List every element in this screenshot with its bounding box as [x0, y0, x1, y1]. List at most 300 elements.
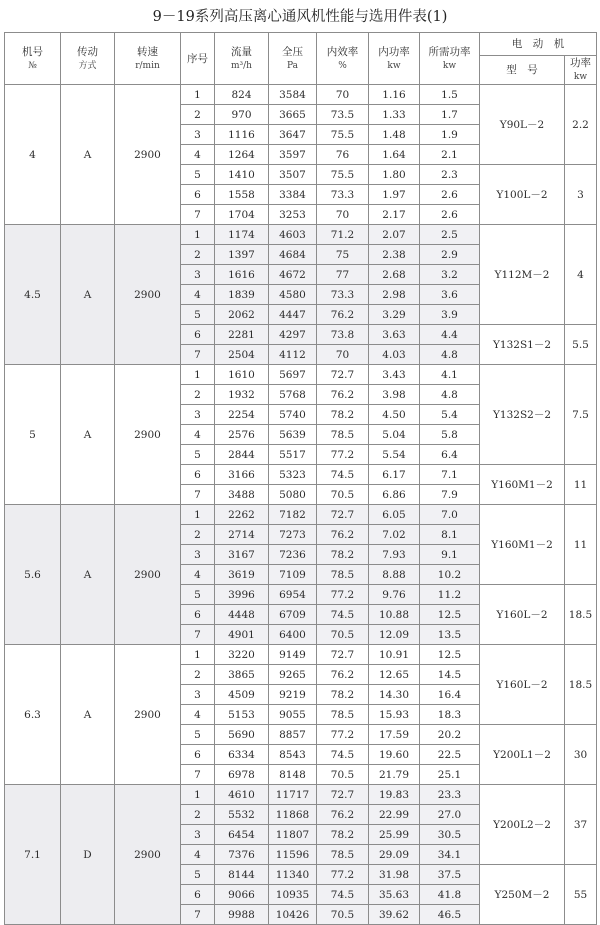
cell-efficiency: 78.2 — [317, 825, 369, 845]
cell-speed: 2900 — [115, 225, 181, 365]
cell-inner-power: 1.80 — [369, 165, 420, 185]
cell-required-power: 25.1 — [420, 765, 480, 785]
cell-efficiency: 72.7 — [317, 365, 369, 385]
cell-pressure: 5639 — [269, 425, 317, 445]
cell-seq: 6 — [181, 745, 215, 765]
cell-flow: 6334 — [215, 745, 269, 765]
cell-pressure: 11717 — [269, 785, 317, 805]
cell-efficiency: 70.5 — [317, 765, 369, 785]
cell-required-power: 4.1 — [420, 365, 480, 385]
cell-seq: 6 — [181, 605, 215, 625]
cell-machine: 4 — [5, 85, 61, 225]
cell-motor-model: Y90L－2 — [480, 85, 565, 165]
cell-flow: 6454 — [215, 825, 269, 845]
cell-seq: 7 — [181, 485, 215, 505]
header-required-power: 所需功率 kw — [420, 33, 480, 85]
cell-required-power: 11.2 — [420, 585, 480, 605]
cell-seq: 1 — [181, 645, 215, 665]
cell-inner-power: 4.03 — [369, 345, 420, 365]
cell-seq: 3 — [181, 405, 215, 425]
cell-seq: 2 — [181, 385, 215, 405]
cell-efficiency: 73.8 — [317, 325, 369, 345]
cell-machine: 7.1 — [5, 785, 61, 925]
table-row — [5, 645, 597, 665]
cell-seq: 7 — [181, 625, 215, 645]
cell-pressure: 5740 — [269, 405, 317, 425]
cell-speed: 2900 — [115, 505, 181, 645]
cell-inner-power: 10.91 — [369, 645, 420, 665]
cell-inner-power: 2.38 — [369, 245, 420, 265]
header-speed: 转速 r/min — [115, 33, 181, 85]
cell-flow: 1264 — [215, 145, 269, 165]
cell-motor-power: 2.2 — [565, 85, 597, 165]
cell-seq: 1 — [181, 785, 215, 805]
cell-motor-model: Y112M－2 — [480, 225, 565, 325]
cell-seq: 1 — [181, 85, 215, 105]
cell-inner-power: 1.97 — [369, 185, 420, 205]
cell-motor-power: 5.5 — [565, 325, 597, 365]
cell-flow: 1932 — [215, 385, 269, 405]
cell-inner-power: 6.17 — [369, 465, 420, 485]
cell-pressure: 10426 — [269, 905, 317, 925]
cell-efficiency: 76.2 — [317, 805, 369, 825]
cell-motor-model: Y200L2－2 — [480, 785, 565, 865]
cell-seq: 4 — [181, 565, 215, 585]
cell-motor-power: 11 — [565, 505, 597, 585]
cell-seq: 2 — [181, 805, 215, 825]
cell-required-power: 12.5 — [420, 645, 480, 665]
cell-flow: 1558 — [215, 185, 269, 205]
cell-required-power: 7.1 — [420, 465, 480, 485]
cell-required-power: 41.8 — [420, 885, 480, 905]
cell-pressure: 11596 — [269, 845, 317, 865]
cell-efficiency: 76.2 — [317, 385, 369, 405]
cell-seq: 4 — [181, 705, 215, 725]
table-body — [5, 85, 597, 925]
cell-drive: A — [61, 225, 115, 365]
cell-motor-power: 18.5 — [565, 585, 597, 645]
cell-required-power: 2.3 — [420, 165, 480, 185]
cell-pressure: 11340 — [269, 865, 317, 885]
cell-machine: 6.3 — [5, 645, 61, 785]
cell-required-power: 4.8 — [420, 385, 480, 405]
cell-efficiency: 70 — [317, 345, 369, 365]
cell-inner-power: 19.60 — [369, 745, 420, 765]
cell-seq: 2 — [181, 245, 215, 265]
cell-flow: 3619 — [215, 565, 269, 585]
cell-required-power: 7.0 — [420, 505, 480, 525]
cell-drive: A — [61, 505, 115, 645]
cell-required-power: 9.1 — [420, 545, 480, 565]
cell-inner-power: 39.62 — [369, 905, 420, 925]
cell-drive: A — [61, 85, 115, 225]
cell-efficiency: 78.2 — [317, 685, 369, 705]
cell-flow: 1610 — [215, 365, 269, 385]
cell-inner-power: 12.65 — [369, 665, 420, 685]
cell-required-power: 4.4 — [420, 325, 480, 345]
cell-pressure: 5080 — [269, 485, 317, 505]
cell-motor-power: 55 — [565, 865, 597, 925]
cell-flow: 9988 — [215, 905, 269, 925]
cell-motor-power: 11 — [565, 465, 597, 505]
cell-seq: 1 — [181, 365, 215, 385]
cell-efficiency: 72.7 — [317, 505, 369, 525]
cell-pressure: 8148 — [269, 765, 317, 785]
cell-inner-power: 7.93 — [369, 545, 420, 565]
table-row — [5, 785, 597, 805]
cell-seq: 5 — [181, 445, 215, 465]
cell-flow: 2844 — [215, 445, 269, 465]
cell-flow: 4448 — [215, 605, 269, 625]
cell-inner-power: 8.88 — [369, 565, 420, 585]
cell-machine: 5 — [5, 365, 61, 505]
cell-required-power: 37.5 — [420, 865, 480, 885]
header-efficiency: 内效率 % — [317, 33, 369, 85]
cell-seq: 5 — [181, 305, 215, 325]
cell-inner-power: 3.43 — [369, 365, 420, 385]
cell-flow: 5690 — [215, 725, 269, 745]
cell-efficiency: 70 — [317, 85, 369, 105]
cell-motor-model: Y160L－2 — [480, 645, 565, 725]
cell-flow: 2062 — [215, 305, 269, 325]
cell-flow: 1397 — [215, 245, 269, 265]
cell-machine: 5.6 — [5, 505, 61, 645]
cell-inner-power: 31.98 — [369, 865, 420, 885]
cell-pressure: 9219 — [269, 685, 317, 705]
cell-seq: 3 — [181, 825, 215, 845]
cell-required-power: 2.1 — [420, 145, 480, 165]
cell-inner-power: 2.07 — [369, 225, 420, 245]
cell-seq: 1 — [181, 225, 215, 245]
cell-efficiency: 73.3 — [317, 285, 369, 305]
cell-efficiency: 77.2 — [317, 725, 369, 745]
cell-efficiency: 77.2 — [317, 585, 369, 605]
cell-required-power: 7.9 — [420, 485, 480, 505]
cell-inner-power: 9.76 — [369, 585, 420, 605]
cell-seq: 7 — [181, 205, 215, 225]
cell-seq: 3 — [181, 545, 215, 565]
cell-flow: 7376 — [215, 845, 269, 865]
cell-pressure: 4580 — [269, 285, 317, 305]
header-motor-model: 型 号 — [480, 56, 565, 85]
cell-required-power: 5.4 — [420, 405, 480, 425]
cell-pressure: 4447 — [269, 305, 317, 325]
cell-pressure: 4672 — [269, 265, 317, 285]
cell-seq: 6 — [181, 885, 215, 905]
cell-pressure: 5323 — [269, 465, 317, 485]
cell-pressure: 4684 — [269, 245, 317, 265]
cell-speed: 2900 — [115, 85, 181, 225]
cell-motor-power: 3 — [565, 165, 597, 225]
cell-pressure: 9055 — [269, 705, 317, 725]
cell-efficiency: 78.5 — [317, 425, 369, 445]
cell-flow: 1174 — [215, 225, 269, 245]
cell-motor-power: 18.5 — [565, 645, 597, 725]
cell-inner-power: 2.17 — [369, 205, 420, 225]
cell-drive: D — [61, 785, 115, 925]
cell-required-power: 2.5 — [420, 225, 480, 245]
cell-pressure: 10935 — [269, 885, 317, 905]
cell-required-power: 2.9 — [420, 245, 480, 265]
cell-required-power: 12.5 — [420, 605, 480, 625]
cell-seq: 6 — [181, 325, 215, 345]
cell-pressure: 7182 — [269, 505, 317, 525]
cell-flow: 6978 — [215, 765, 269, 785]
cell-efficiency: 76.2 — [317, 525, 369, 545]
cell-flow: 3220 — [215, 645, 269, 665]
table-header — [5, 33, 597, 85]
cell-efficiency: 76.2 — [317, 665, 369, 685]
cell-inner-power: 3.29 — [369, 305, 420, 325]
cell-motor-power: 7.5 — [565, 365, 597, 465]
cell-inner-power: 12.09 — [369, 625, 420, 645]
cell-inner-power: 2.98 — [369, 285, 420, 305]
cell-drive: A — [61, 645, 115, 785]
cell-efficiency: 71.2 — [317, 225, 369, 245]
cell-efficiency: 73.5 — [317, 105, 369, 125]
cell-inner-power: 29.09 — [369, 845, 420, 865]
header-motor-power: 功率 kw — [565, 56, 597, 85]
cell-pressure: 4112 — [269, 345, 317, 365]
cell-seq: 5 — [181, 865, 215, 885]
cell-seq: 1 — [181, 505, 215, 525]
cell-inner-power: 3.63 — [369, 325, 420, 345]
cell-pressure: 3584 — [269, 85, 317, 105]
cell-inner-power: 6.05 — [369, 505, 420, 525]
cell-required-power: 14.5 — [420, 665, 480, 685]
cell-inner-power: 17.59 — [369, 725, 420, 745]
header-inner-power: 内功率 kw — [369, 33, 420, 85]
cell-inner-power: 3.98 — [369, 385, 420, 405]
cell-flow: 2504 — [215, 345, 269, 365]
cell-required-power: 3.6 — [420, 285, 480, 305]
cell-inner-power: 2.68 — [369, 265, 420, 285]
cell-pressure: 8857 — [269, 725, 317, 745]
cell-required-power: 16.4 — [420, 685, 480, 705]
cell-inner-power: 1.16 — [369, 85, 420, 105]
cell-required-power: 18.3 — [420, 705, 480, 725]
cell-efficiency: 77.2 — [317, 445, 369, 465]
cell-inner-power: 1.64 — [369, 145, 420, 165]
cell-required-power: 23.3 — [420, 785, 480, 805]
cell-pressure: 4297 — [269, 325, 317, 345]
cell-speed: 2900 — [115, 645, 181, 785]
cell-flow: 4901 — [215, 625, 269, 645]
cell-inner-power: 1.48 — [369, 125, 420, 145]
cell-efficiency: 72.7 — [317, 645, 369, 665]
cell-inner-power: 35.63 — [369, 885, 420, 905]
cell-pressure: 3597 — [269, 145, 317, 165]
cell-efficiency: 74.5 — [317, 745, 369, 765]
cell-seq: 4 — [181, 845, 215, 865]
cell-inner-power: 1.33 — [369, 105, 420, 125]
cell-pressure: 5697 — [269, 365, 317, 385]
cell-flow: 4509 — [215, 685, 269, 705]
cell-required-power: 34.1 — [420, 845, 480, 865]
table-row — [5, 85, 597, 105]
cell-drive: A — [61, 365, 115, 505]
cell-efficiency: 76 — [317, 145, 369, 165]
cell-efficiency: 70.5 — [317, 625, 369, 645]
cell-pressure: 7109 — [269, 565, 317, 585]
cell-flow: 8144 — [215, 865, 269, 885]
cell-efficiency: 70 — [317, 205, 369, 225]
cell-seq: 2 — [181, 105, 215, 125]
cell-motor-model: Y200L1－2 — [480, 725, 565, 785]
cell-pressure: 11807 — [269, 825, 317, 845]
cell-pressure: 8543 — [269, 745, 317, 765]
cell-flow: 1839 — [215, 285, 269, 305]
cell-seq: 3 — [181, 125, 215, 145]
table-row — [5, 365, 597, 385]
header-machine-no: 机号 № — [5, 33, 61, 85]
cell-flow: 5532 — [215, 805, 269, 825]
cell-flow: 9066 — [215, 885, 269, 905]
cell-seq: 6 — [181, 185, 215, 205]
cell-flow: 4610 — [215, 785, 269, 805]
fan-performance-table — [4, 32, 597, 925]
cell-required-power: 1.7 — [420, 105, 480, 125]
cell-motor-power: 30 — [565, 725, 597, 785]
cell-flow: 3488 — [215, 485, 269, 505]
cell-pressure: 6709 — [269, 605, 317, 625]
cell-inner-power: 21.79 — [369, 765, 420, 785]
cell-pressure: 7236 — [269, 545, 317, 565]
cell-pressure: 9265 — [269, 665, 317, 685]
cell-efficiency: 74.5 — [317, 885, 369, 905]
cell-motor-model: Y250M－2 — [480, 865, 565, 925]
cell-efficiency: 74.5 — [317, 465, 369, 485]
cell-required-power: 46.5 — [420, 905, 480, 925]
cell-motor-power: 4 — [565, 225, 597, 325]
cell-flow: 2254 — [215, 405, 269, 425]
cell-flow: 1704 — [215, 205, 269, 225]
cell-pressure: 3384 — [269, 185, 317, 205]
cell-pressure: 7273 — [269, 525, 317, 545]
cell-efficiency: 78.2 — [317, 545, 369, 565]
cell-required-power: 30.5 — [420, 825, 480, 845]
cell-required-power: 2.6 — [420, 205, 480, 225]
cell-seq: 3 — [181, 685, 215, 705]
cell-flow: 5153 — [215, 705, 269, 725]
table-row — [5, 505, 597, 525]
cell-pressure: 5768 — [269, 385, 317, 405]
cell-seq: 4 — [181, 145, 215, 165]
cell-machine: 4.5 — [5, 225, 61, 365]
cell-efficiency: 76.2 — [317, 305, 369, 325]
cell-flow: 2714 — [215, 525, 269, 545]
cell-pressure: 6400 — [269, 625, 317, 645]
cell-flow: 1616 — [215, 265, 269, 285]
cell-flow: 2262 — [215, 505, 269, 525]
cell-efficiency: 72.7 — [317, 785, 369, 805]
header-seq: 序号 — [181, 33, 215, 85]
cell-seq: 5 — [181, 725, 215, 745]
cell-flow: 3167 — [215, 545, 269, 565]
cell-efficiency: 78.5 — [317, 845, 369, 865]
cell-required-power: 1.9 — [420, 125, 480, 145]
table-row — [5, 225, 597, 245]
cell-motor-model: Y160M1－2 — [480, 505, 565, 585]
cell-seq: 6 — [181, 465, 215, 485]
cell-inner-power: 4.50 — [369, 405, 420, 425]
cell-required-power: 13.5 — [420, 625, 480, 645]
cell-required-power: 20.2 — [420, 725, 480, 745]
cell-required-power: 8.1 — [420, 525, 480, 545]
cell-efficiency: 78.5 — [317, 565, 369, 585]
cell-motor-model: Y100L－2 — [480, 165, 565, 225]
document-title: 9－19系列高压离心通风机性能与选用件表(1) — [152, 9, 448, 25]
cell-efficiency: 75 — [317, 245, 369, 265]
header-drive: 传动 方式 — [61, 33, 115, 85]
cell-motor-model: Y132S2－2 — [480, 365, 565, 465]
cell-seq: 2 — [181, 665, 215, 685]
cell-required-power: 1.5 — [420, 85, 480, 105]
cell-pressure: 3647 — [269, 125, 317, 145]
cell-inner-power: 25.99 — [369, 825, 420, 845]
cell-required-power: 10.2 — [420, 565, 480, 585]
cell-required-power: 4.8 — [420, 345, 480, 365]
cell-motor-model: Y160M1－2 — [480, 465, 565, 505]
cell-pressure: 6954 — [269, 585, 317, 605]
cell-efficiency: 70.5 — [317, 905, 369, 925]
cell-required-power: 27.0 — [420, 805, 480, 825]
cell-efficiency: 77.2 — [317, 865, 369, 885]
cell-required-power: 6.4 — [420, 445, 480, 465]
cell-motor-model: Y160L－2 — [480, 585, 565, 645]
cell-efficiency: 77 — [317, 265, 369, 285]
cell-efficiency: 74.5 — [317, 605, 369, 625]
cell-inner-power: 14.30 — [369, 685, 420, 705]
cell-flow: 2281 — [215, 325, 269, 345]
cell-seq: 4 — [181, 285, 215, 305]
cell-pressure: 5517 — [269, 445, 317, 465]
cell-inner-power: 19.83 — [369, 785, 420, 805]
cell-required-power: 5.8 — [420, 425, 480, 445]
cell-inner-power: 15.93 — [369, 705, 420, 725]
cell-pressure: 3507 — [269, 165, 317, 185]
cell-efficiency: 73.3 — [317, 185, 369, 205]
cell-flow: 3166 — [215, 465, 269, 485]
cell-efficiency: 78.5 — [317, 705, 369, 725]
cell-required-power: 3.2 — [420, 265, 480, 285]
cell-flow: 1410 — [215, 165, 269, 185]
cell-seq: 3 — [181, 265, 215, 285]
cell-efficiency: 75.5 — [317, 125, 369, 145]
header-motor: 电 动 机 — [480, 33, 597, 56]
cell-motor-model: Y132S1－2 — [480, 325, 565, 365]
cell-motor-power: 37 — [565, 785, 597, 865]
cell-seq: 7 — [181, 905, 215, 925]
cell-pressure: 4603 — [269, 225, 317, 245]
cell-inner-power: 7.02 — [369, 525, 420, 545]
cell-pressure: 3665 — [269, 105, 317, 125]
cell-seq: 5 — [181, 165, 215, 185]
cell-efficiency: 70.5 — [317, 485, 369, 505]
cell-flow: 2576 — [215, 425, 269, 445]
cell-pressure: 11868 — [269, 805, 317, 825]
cell-flow: 3996 — [215, 585, 269, 605]
cell-required-power: 3.9 — [420, 305, 480, 325]
cell-required-power: 22.5 — [420, 745, 480, 765]
cell-flow: 824 — [215, 85, 269, 105]
cell-pressure: 9149 — [269, 645, 317, 665]
header-flow: 流量 m³/h — [215, 33, 269, 85]
cell-inner-power: 10.88 — [369, 605, 420, 625]
cell-pressure: 3253 — [269, 205, 317, 225]
cell-required-power: 2.6 — [420, 185, 480, 205]
cell-inner-power: 22.99 — [369, 805, 420, 825]
